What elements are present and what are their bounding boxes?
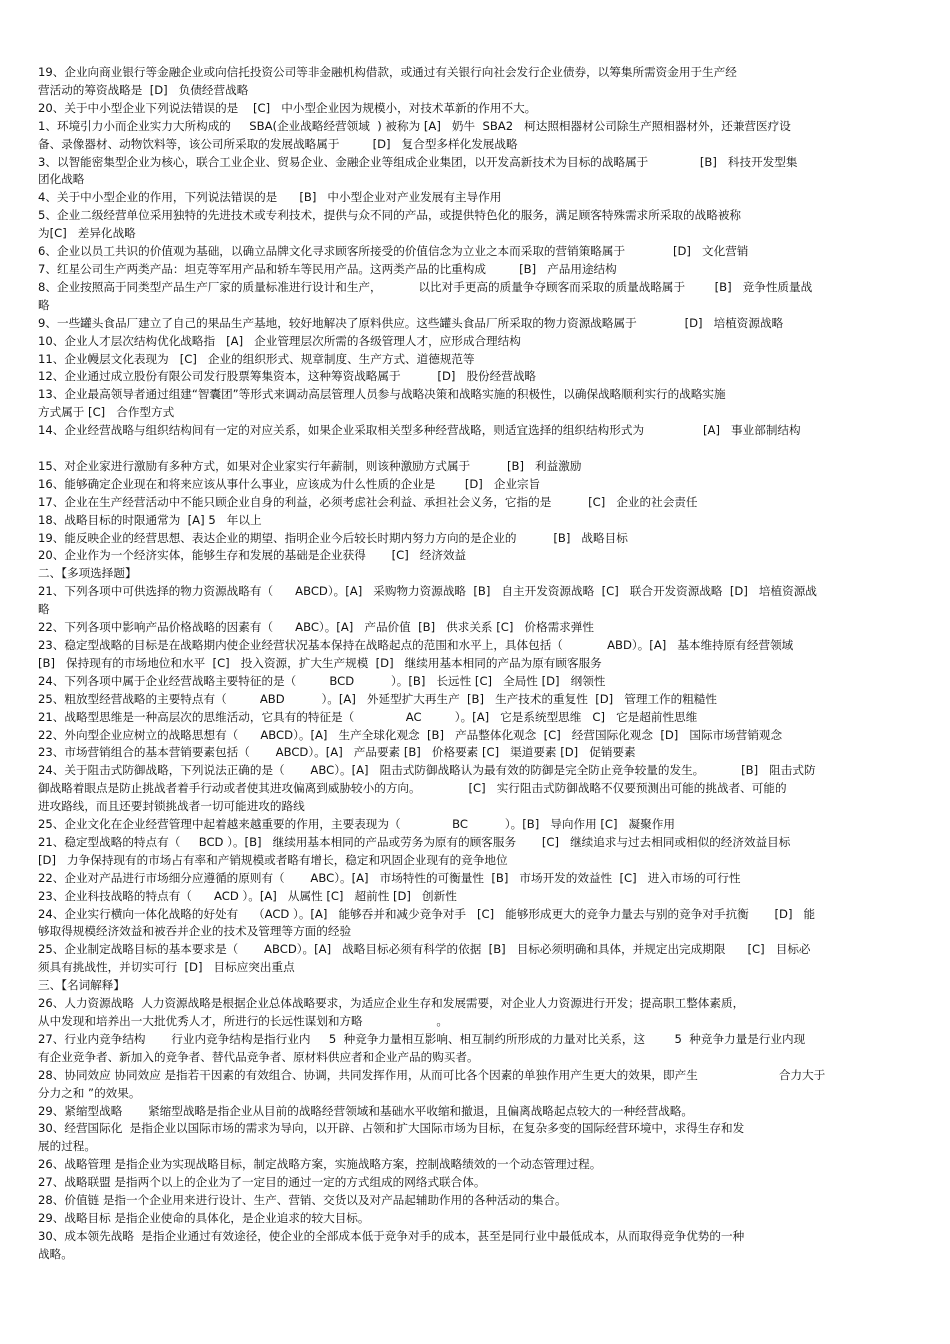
- text-line: 29、战略目标 是指企业使命的具体化，是企业追求的较大目标。: [38, 1210, 370, 1225]
- text-line: 28、价值链 是指一个企业用来进行设计、生产、营销、交货以及对产品起辅助作用的各种活动的集合。: [38, 1193, 567, 1208]
- text-line: 30、经营国际化 是指企业以国际市场的需求为导向，以开辟、占领和扩大国际市场为目标，在复杂多变的国际经营环境中，求得生存和发: [38, 1121, 745, 1136]
- text-line: 26、人力资源战略 人力资源战略是根据企业总体战略要求，为适应企业生存和发展需要，对企业人力资源进行开发；提高职工整体素质，: [38, 996, 745, 1011]
- text-line: 23、稳定型战略的目标是在战略期内使企业经营状况基本保持在战略起点的范围和水平上，具体包括（ ABD）。[A] 基本维持原有经营领域: [38, 637, 794, 652]
- text-line: 22、下列各项中影响产品价格战略的因素有（ ABC）。[A] 产品价值 [B] 供求关系 [C] 价格需求弹性: [38, 620, 594, 635]
- text-line: 进攻路线，而且还要封锁挑战者一切可能进攻的路线: [38, 799, 305, 814]
- text-line: 有企业竞争者、新加入的竞争者、替代品竞争者、原材料供应者和企业产品的购买者。: [38, 1049, 479, 1064]
- text-line: 21、战略型思维是一种高层次的思维活动，它具有的特征是（ AC ）。[A] 它是系统型思维 C] 它是超前性思维: [38, 709, 698, 724]
- text-line: 三、【名词解释】: [38, 978, 125, 993]
- text-line: 20、关于中小型企业下列说法错误的是 [C] 中小型企业因为规模小，对技术革新的作用不大。: [38, 100, 537, 115]
- text-line: 方式属于 [C] 合作型方式: [38, 405, 175, 420]
- text-line: 22、外向型企业应树立的战略思想有（ ABCD）。[A] 生产全球化观念 [B] 产品整体化观念 [C] 经营国际化观念 [D] 国际市场营销观念: [38, 727, 783, 742]
- text-line: 分力之和 ”的效果。: [38, 1085, 141, 1100]
- text-line: 12、企业通过成立股份有限公司发行股票筹集资本，这种筹资战略属于 [D] 股份经营战略: [38, 369, 537, 384]
- text-line: 展的过程。: [38, 1139, 96, 1154]
- text-line: 11、企业幔层文化表现为 [C] 企业的组织形式、规章制度、生产方式、道德规范等: [38, 351, 475, 366]
- text-line: 9、一些罐头食品厂建立了自己的果品生产基地，较好地解决了原料供应。这些罐头食品厂所采取的物力资源战略属于 [D] 培植资源战略: [38, 315, 784, 330]
- text-line: 略: [38, 297, 50, 312]
- text-line: 营活动的筹资战略是 [D] 负债经营战略: [38, 82, 249, 97]
- text-line: [38, 440, 918, 458]
- document-text: [38, 64, 918, 1264]
- text-line: 25、粗放型经营战略的主要特点有（ ABD ）。[A] 外延型扩大再生产 [B] 生产技术的重复性 [D] 管理工作的粗糙性: [38, 691, 717, 706]
- text-line: 10、企业人才层次结构优化战略指 [A] 企业管理层次所需的各级管理人才，应形成合理结构: [38, 333, 521, 348]
- text-line: 够取得规模经济效益和被吞并企业的技术及管理等方面的经验: [38, 924, 352, 939]
- text-line: 3、以智能密集型企业为核心，联合工业企业、贸易企业、金融企业等组成企业集团，以开发高新技术为目标的战略属于 [B] 科技开发型集: [38, 154, 798, 169]
- text-line: 21、稳定型战略的特点有（ BCD ）。[B] 继续用基本相同的产品或劳务为原有的顾客服务 [C] 继续追求与过去相同或相似的经济效益目标: [38, 834, 791, 849]
- text-line: 8、企业按照高于同类型产品生产厂家的质量标准进行设计和生产， 以比对手更高的质量争夺顾客而采取的质量战略属于 [B] 竞争性质量战: [38, 279, 813, 294]
- text-line: 从中发现和培养出一大批优秀人才，所进行的长远性谋划和方略 。: [38, 1014, 448, 1029]
- text-line: 19、企业向商业银行等金融企业或向信托投资公司等非金融机构借款，或通过有关银行向社会发行企业债券，以筹集所需资金用于生产经: [38, 65, 737, 79]
- text-line: 29、紧缩型战略 紧缩型战略是指企业从目前的战略经营领域和基础水平收缩和撤退，且偏离战略起点较大的一种经营战略。: [38, 1103, 694, 1118]
- text-line: 14、企业经营战略与组织结构间有一定的对应关系，如果企业采取相关型多种经营战略，则适宜选择的组织结构形式为 [A] 事业部制结构: [38, 423, 801, 438]
- text-line: 团化战略: [38, 172, 85, 187]
- text-line: 4、关于中小型企业的作用，下列说法错误的是 [B] 中小型企业对产业发展有主导作用: [38, 190, 502, 205]
- text-line: 30、成本领先战略 是指企业通过有效途径，使企业的全部成本低于竞争对手的成本，甚至是同行业中最低成本，从而取得竞争优势的一种: [38, 1228, 745, 1243]
- text-line: 28、协同效应 协同效应 是指若干因素的有效组合、协调，共同发挥作用，从而可比各个因素的单独作用产生更大的效果，即产生 合力大于: [38, 1067, 826, 1082]
- text-line: 21、下列各项中可供选择的物力资源战略有（ ABCD）。[A] 采购物力资源战略 [B] 自主开发资源战略 [C] 联合开发资源战略 [D] 培植资源战: [38, 584, 817, 599]
- text-line: 须具有挑战性，并切实可行 [D] 目标应突出重点: [38, 960, 295, 975]
- text-line: 27、战略联盟 是指两个以上的企业为了一定目的通过一定的方式组成的网络式联合体。: [38, 1175, 486, 1190]
- text-line: 1、环境引力小而企业实力大所构成的 SBA(企业战略经营领域 ) 被称为 [A] 奶牛 SBA2 柯达照相器材公司除生产照相器材外，还兼营医疗设: [38, 118, 791, 133]
- text-line: 27、行业内竞争结构 行业内竞争结构是指行业内 5 种竞争力量相互影响、相互制约所形成的力量对比关系，这 5 种竞争力量是行业内现: [38, 1031, 806, 1046]
- text-line: 18、战略目标的时限通常为 [A] 5 年以上: [38, 512, 262, 527]
- text-line: 24、下列各项中属于企业经营战略主要特征的是（ BCD ）。[B] 长远性 [C] 全局性 [D] 纲领性: [38, 673, 606, 688]
- text-line: 战略。: [38, 1246, 73, 1261]
- text-line: 御战略着眼点是防止挑战者着手行动或者使其进攻偏离到威胁较小的方向。 [C] 实行阻击式防御战略不仅要预测出可能的挑战者、可能的: [38, 781, 787, 796]
- text-line: 5、企业二级经营单位采用独特的先进技术或专利技术，提供与众不同的产品，或提供特色化的服务，满足顾客特殊需求所采取的战略被称: [38, 208, 742, 223]
- text-line: 备、录像器材、动物饮料等，该公司所采取的发展战略属于 [D] 复合型多样化发展战略: [38, 136, 518, 151]
- text-line: 二、【多项选择题】: [38, 566, 137, 581]
- text-line: 25、企业制定战略目标的基本要求是（ ABCD）。[A] 战略目标必须有科学的依据 [B] 目标必须明确和具体，并规定出完成期限 [C] 目标必: [38, 942, 811, 957]
- text-line: 25、企业文化在企业经营管理中起着越来越重要的作用，主要表现为（ BC ）。[B] 导向作用 [C] 凝聚作用: [38, 817, 675, 832]
- text-line: 22、企业对产品进行市场细分应遵循的原则有（ ABC）。[A] 市场特性的可衡量性 [B] 市场开发的效益性 [C] 进入市场的可行性: [38, 870, 741, 885]
- text-line: 23、市场营销组合的基本营销要素包括（ ABCD）。[A] 产品要素 [B] 价格要素 [C] 渠道要素 [D] 促销要素: [38, 745, 636, 760]
- text-line: 26、战略管理 是指企业为实现战略目标，制定战略方案，实施战略方案，控制战略绩效的一个动态管理过程。: [38, 1157, 602, 1172]
- text-line: 15、对企业家进行激励有多种方式，如果对企业家实行年薪制，则该种激励方式属于 [B] 利益激励: [38, 458, 582, 473]
- text-line: [D] 力争保持现有的市场占有率和产销规模或者略有增长，稳定和巩固企业现有的竞争地位: [38, 852, 508, 867]
- text-line: [B] 保持现有的市场地位和水平 [C] 投入资源，扩大生产规模 [D] 继续用基本相同的产品为原有顾客服务: [38, 655, 602, 670]
- text-line: 7、红星公司生产两类产品：坦克等军用产品和轿车等民用产品。这两类产品的比重构成 [B] 产品用途结构: [38, 261, 617, 276]
- text-line: 16、能够确定企业现在和将来应该从事什么事业，应该成为什么性质的企业是 [D] 企业宗旨: [38, 476, 541, 491]
- text-line: 13、企业最高领导者通过组建“智囊团”等形式来调动高层管理人员参与战略决策和战略实施的积极性，以确保战略顺利实行的战略实施: [38, 387, 726, 402]
- text-line: 略: [38, 602, 50, 617]
- text-line: 24、关于阻击式防御战略，下列说法正确的是（ ABC）。[A] 阻击式防御战略认为最有效的防御是完全防止竞争较量的发生。 [B] 阻击式防: [38, 763, 816, 778]
- text-line: 20、企业作为一个经济实体，能够生存和发展的基础是企业获得 [C] 经济效益: [38, 548, 467, 563]
- text-line: 24、企业实行横向一体化战略的好处有 （ACD ）。[A] 能够吞并和减少竞争对手 [C] 能够形成更大的竞争力量去与别的竞争对手抗衡 [D] 能: [38, 906, 816, 921]
- text-line: 6、企业以员工共识的价值观为基础，以确立品牌文化寻求顾客所接受的价值信念为立业之本而采取的营销策略属于 [D] 文化营销: [38, 244, 749, 259]
- text-line: 23、企业科技战略的特点有（ ACD ）。[A] 从属性 [C] 超前性 [D] 创新性: [38, 888, 457, 903]
- text-line: 19、能反映企业的经营思想、表达企业的期望、指明企业今后较长时期内努力方向的是企业的 [B] 战略目标: [38, 530, 628, 545]
- text-line: 17、企业在生产经营活动中不能只顾企业自身的利益，必须考虑社会利益、承担社会义务，它指的是 [C] 企业的社会责任: [38, 494, 698, 509]
- text-line: 为[C] 差异化战略: [38, 226, 136, 241]
